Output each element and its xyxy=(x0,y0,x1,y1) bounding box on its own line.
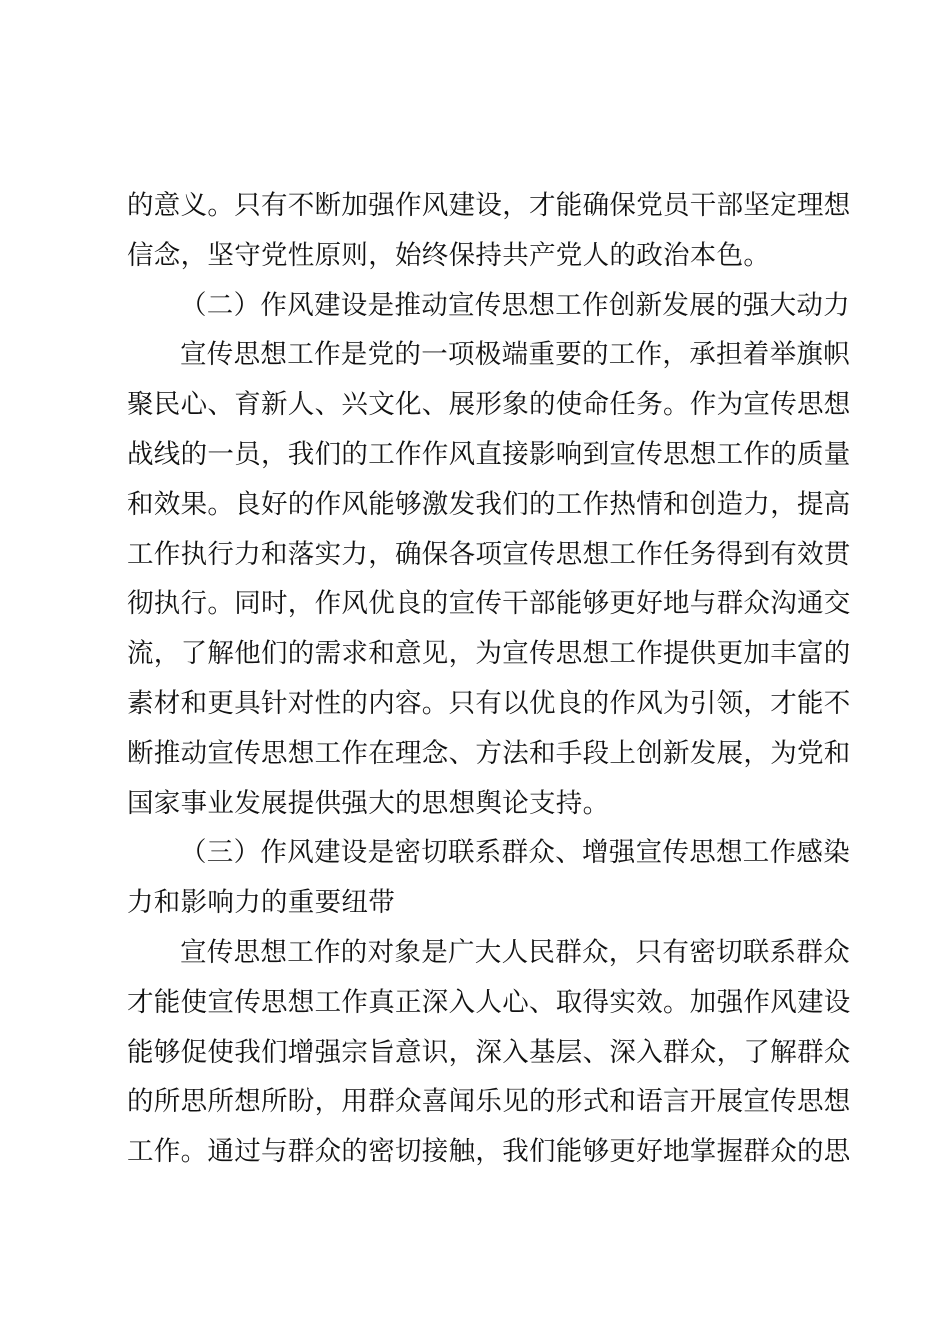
text-line: 素材和更具针对性的内容。只有以优良的作风为引领，才能不 xyxy=(127,687,851,719)
section-heading: （二）作风建设是推动宣传思想工作创新发展的强大动力 xyxy=(180,289,850,321)
section-heading: （三）作风建设是密切联系群众、增强宣传思想工作感染 xyxy=(180,837,850,869)
text-line: 彻执行。同时，作风优良的宣传干部能够更好地与群众沟通交 xyxy=(127,588,851,620)
section-heading-continued: 力和影响力的重要纽带 xyxy=(127,887,395,919)
text-line: 工作。通过与群众的密切接触，我们能够更好地掌握群众的思 xyxy=(127,1136,851,1168)
document-body xyxy=(127,181,851,1177)
text-line: 的意义。只有不断加强作风建设，才能确保党员干部坚定理想 xyxy=(127,190,851,221)
text-line: 能够促使我们增强宗旨意识，深入基层、深入群众，了解群众 xyxy=(127,1036,851,1068)
text-line: 国家事业发展提供强大的思想舆论支持。 xyxy=(127,787,610,819)
paragraph-start: 宣传思想工作是党的一项极端重要的工作，承担着举旗帜 xyxy=(180,339,850,371)
text-line: 信念，坚守党性原则，始终保持共产党人的政治本色。 xyxy=(127,239,771,271)
text-line: 流，了解他们的需求和意见，为宣传思想工作提供更加丰富的 xyxy=(127,638,851,670)
text-line: 和效果。良好的作风能够激发我们的工作热情和创造力，提高 xyxy=(127,488,851,520)
text-line: 工作执行力和落实力，确保各项宣传思想工作任务得到有效贯 xyxy=(127,538,851,570)
text-line: 断推动宣传思想工作在理念、方法和手段上创新发展，为党和 xyxy=(127,737,851,769)
text-line: 战线的一员，我们的工作作风直接影响到宣传思想工作的质量 xyxy=(127,438,851,470)
text-line: 才能使宣传思想工作真正深入人心、取得实效。加强作风建设 xyxy=(127,986,851,1018)
text-line: 的所思所想所盼，用群众喜闻乐见的形式和语言开展宣传思想 xyxy=(127,1086,851,1118)
paragraph-start: 宣传思想工作的对象是广大人民群众，只有密切联系群众 xyxy=(180,936,850,968)
text-line: 聚民心、育新人、兴文化、展形象的使命任务。作为宣传思想 xyxy=(127,389,851,421)
